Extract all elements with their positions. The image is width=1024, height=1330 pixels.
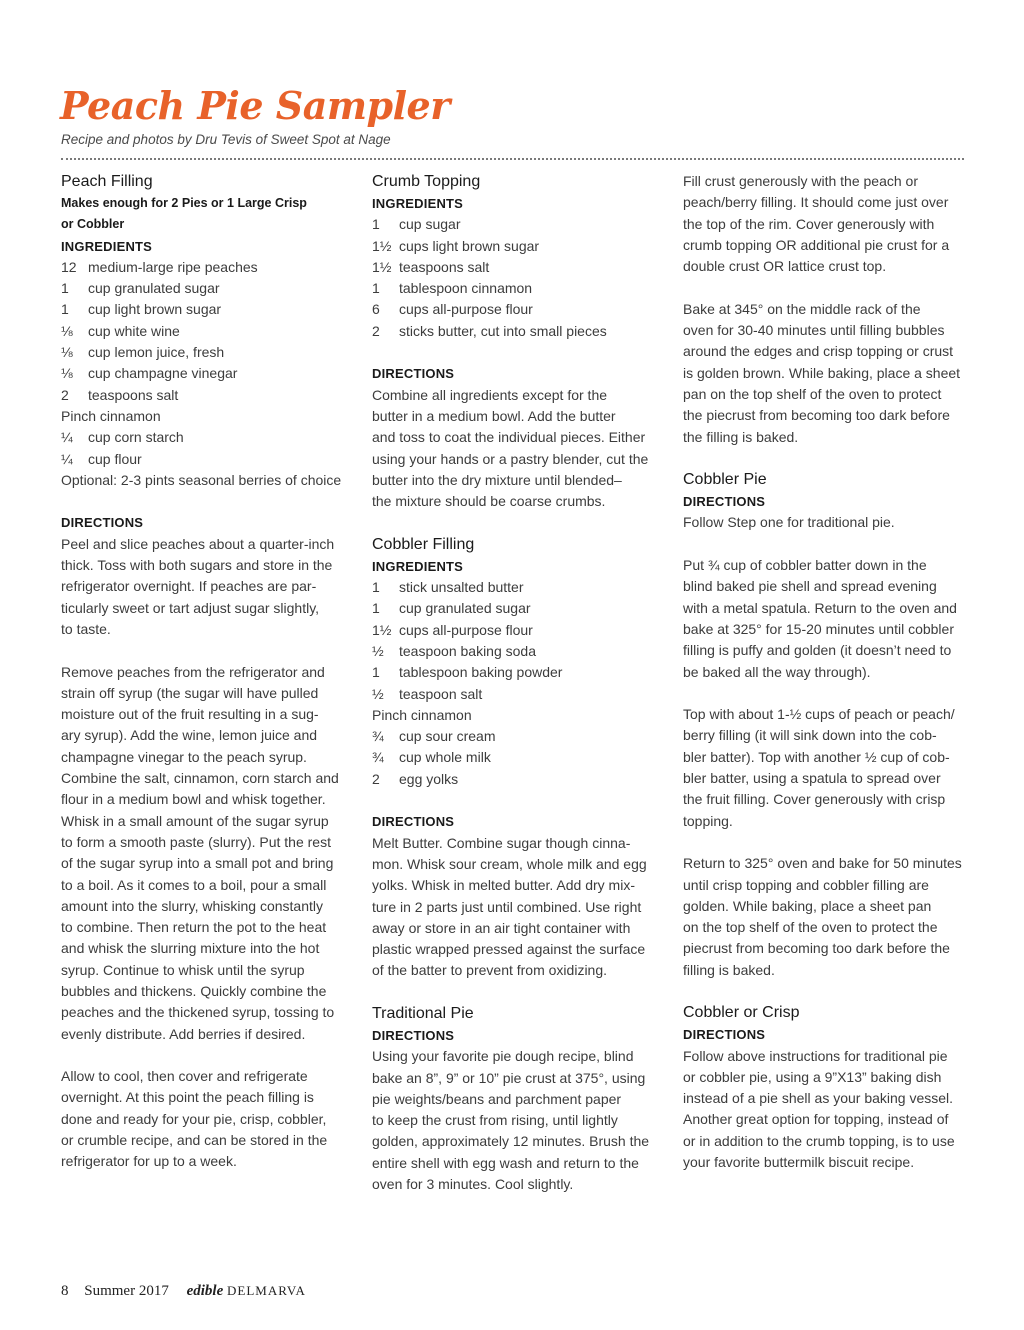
- ingredient-quantity: 1½: [372, 237, 392, 254]
- ingredient-list: [372, 214, 657, 342]
- text-line: Fill crust generously with the peach or: [683, 173, 918, 189]
- text-line: bubbles and thickens. Quickly combine the: [61, 982, 327, 999]
- ingredient-text: cup granulated sugar: [88, 280, 220, 297]
- ingredient-text: cup champagne vinegar: [88, 365, 238, 382]
- text-line: amount into the slurry, whisking constantly: [61, 897, 323, 914]
- text-line: to keep the crust from rising, until lightly: [372, 1112, 618, 1129]
- text-line: to form a smooth paste (slurry). Put the rest: [61, 833, 331, 850]
- ingredient-list-2: [372, 726, 657, 790]
- text-line: crumb topping OR additional pie crust for a: [683, 236, 950, 253]
- text-line: Put ¾ cup of cobbler batter down in the: [683, 557, 927, 574]
- text-line: blind baked pie shell and spread evening: [683, 578, 937, 595]
- text-line: filling is puffy and golden (it doesn’t need to: [683, 642, 952, 659]
- ingredient-item: [372, 620, 657, 641]
- byline: Recipe and photos by Dru Tevis of Sweet Spot at Nage: [61, 132, 391, 147]
- ingredient-item: [61, 278, 346, 299]
- magazine-delmarva: DELMARVA: [227, 1283, 306, 1298]
- page-footer: [61, 1283, 306, 1300]
- ingredient-item: [372, 321, 657, 342]
- ingredient-text: cup flour: [88, 450, 142, 467]
- ingredient-item: [61, 342, 346, 363]
- ingredient-text: cups light brown sugar: [399, 237, 540, 254]
- text-line: the filling is baked.: [683, 428, 799, 445]
- ingredient-quantity: ⅛: [61, 344, 73, 361]
- ingredient-quantity: 2: [61, 386, 69, 403]
- directions-paragraph: [683, 1046, 968, 1174]
- section-heading-cobbler-filling: Cobbler Filling: [372, 535, 475, 553]
- text-line: Combine the salt, cinnamon, corn starch and: [61, 770, 339, 787]
- ingredient-quantity: 1: [372, 600, 380, 617]
- ingredient-quantity: ½: [372, 642, 384, 659]
- ingredient-text: cup granulated sugar: [399, 600, 531, 617]
- text-line: butter into the dry mixture until blended–: [372, 471, 622, 488]
- ingredient-item: [372, 726, 657, 747]
- ingredient-pinch: Pinch cinnamon: [61, 407, 161, 424]
- text-line: butter in a medium bowl. Add the butter: [372, 407, 616, 424]
- ingredient-quantity: 1: [372, 216, 380, 233]
- text-line: around the edges and crisp topping or crust: [683, 343, 954, 360]
- ingredient-text: cup light brown sugar: [88, 301, 222, 318]
- ingredient-item: [61, 321, 346, 342]
- section-heading-crumb-topping: Crumb Topping: [372, 173, 481, 190]
- ingredient-text: cups all-purpose flour: [399, 301, 533, 318]
- directions-label: DIRECTIONS: [372, 1027, 455, 1043]
- ingredient-item: [61, 363, 346, 384]
- text-line: Remove peaches from the refrigerator and: [61, 663, 325, 680]
- ingredient-quantity: 1: [372, 280, 380, 297]
- ingredient-quantity: 2: [372, 322, 380, 339]
- text-line: using your hands or a pastry blender, cut the: [372, 450, 649, 467]
- ingredient-text: cups all-purpose flour: [399, 621, 533, 638]
- ingredient-item: [372, 577, 657, 598]
- text-line: until crisp topping and cobbler filling are: [683, 876, 929, 893]
- ingredient-item: [61, 385, 346, 406]
- ingredient-text: medium-large ripe peaches: [88, 258, 258, 275]
- text-line: Another great option for topping, instead of: [683, 1111, 949, 1128]
- text-line: golden, approximately 12 minutes. Brush the: [372, 1133, 650, 1150]
- text-line: or cobbler pie, using a 9”X13” baking dish: [683, 1068, 942, 1085]
- ingredient-text: cup lemon juice, fresh: [88, 344, 225, 361]
- text-line: golden. While baking, place a sheet pan: [683, 897, 932, 914]
- ingredient-text: teaspoons salt: [399, 258, 490, 275]
- ingredient-text: sticks butter, cut into small pieces: [399, 322, 607, 339]
- text-line: done and ready for your pie, crisp, cobbler,: [61, 1110, 327, 1127]
- text-line: Follow above instructions for traditional pie: [683, 1047, 948, 1064]
- text-line: or crumble recipe, and can be stored in the: [61, 1132, 328, 1149]
- directions-paragraph: [683, 704, 968, 832]
- text-line: instead of a pie shell as your baking vessel.: [683, 1090, 954, 1107]
- text-line: berry filling (it will sink down into the cob-: [683, 727, 937, 744]
- yield-line-2: or Cobbler: [61, 217, 125, 232]
- text-line: the fruit filling. Cover generously with crisp: [683, 791, 946, 808]
- ingredient-text: teaspoon salt: [399, 685, 483, 702]
- ingredient-item: [61, 257, 346, 278]
- ingredient-text: cup whole milk: [399, 749, 491, 766]
- text-line: Top with about 1-½ cups of peach or peach/: [683, 706, 955, 723]
- text-line: pie weights/beans and parchment paper: [372, 1090, 622, 1107]
- ingredient-item: [372, 236, 657, 257]
- magazine-edible: edible: [186, 1283, 224, 1299]
- directions-line: Follow Step one for traditional pie.: [683, 514, 895, 531]
- ingredient-text: cup corn starch: [88, 429, 184, 446]
- text-line: and toss to coat the individual pieces. Either: [372, 429, 646, 446]
- directions-paragraph: [61, 534, 346, 640]
- text-line: oven for 30-40 minutes until filling bubbles: [683, 322, 945, 339]
- text-line: is golden brown. While baking, place a sheet: [683, 364, 961, 381]
- text-line: moisture out of the fruit resulting in a sug-: [61, 706, 319, 723]
- directions-label: DIRECTIONS: [372, 814, 455, 830]
- ingredient-text: tablespoon cinnamon: [399, 280, 533, 297]
- ingredient-list: [372, 577, 657, 705]
- directions-label: DIRECTIONS: [372, 366, 455, 382]
- page-title: Peach Pie Sampler: [60, 83, 450, 128]
- dotted-divider: [61, 158, 964, 160]
- magazine-name: [187, 1283, 306, 1299]
- text-line: piecrust from becoming too dark before the: [683, 940, 950, 957]
- text-line: plastic wrapped pressed against the surface: [372, 941, 646, 958]
- issue-label: Summer 2017: [84, 1283, 169, 1299]
- text-line: yolks. Whisk in melted butter. Add dry mix-: [372, 877, 635, 894]
- text-line: bler batter, using a spatula to spread over: [683, 770, 941, 787]
- text-line: strain off syrup (the sugar will have pulled: [61, 684, 319, 701]
- ingredient-quantity: ¼: [61, 450, 73, 467]
- ingredient-item: [372, 684, 657, 705]
- ingredient-text: cup sour cream: [399, 728, 496, 745]
- directions-paragraph: [372, 385, 657, 513]
- page-number: 8: [61, 1283, 69, 1299]
- directions-paragraph: [372, 833, 657, 982]
- ingredient-quantity: 2: [372, 770, 380, 787]
- ingredient-item: [372, 278, 657, 299]
- text-line: double crust OR lattice crust top.: [683, 258, 887, 275]
- text-line: peach/berry filling. It should come just over: [683, 194, 949, 211]
- column-3: [683, 171, 968, 1173]
- ingredient-optional: Optional: 2-3 pints seasonal berries of choice: [61, 471, 342, 488]
- text-line: pan on the top shelf of the oven to protect: [683, 385, 942, 402]
- directions-label: DIRECTIONS: [683, 1027, 766, 1043]
- ingredient-quantity: 1½: [372, 621, 392, 638]
- text-line: flour in a medium bowl and whisk together.: [61, 791, 326, 808]
- text-line: champagne vinegar to the peach syrup.: [61, 748, 307, 765]
- ingredients-label: INGREDIENTS: [372, 196, 464, 211]
- ingredient-text: teaspoons salt: [88, 386, 179, 403]
- ingredient-item: [372, 641, 657, 662]
- ingredient-text: cup white wine: [88, 322, 180, 339]
- directions-paragraph: [683, 853, 968, 981]
- text-line: bake an 8”, 9” or 10” pie crust at 375°, using: [372, 1069, 646, 1086]
- text-line: of the sugar syrup into a small pot and bring: [61, 855, 334, 872]
- text-line: Return to 325° oven and bake for 50 minutes: [683, 855, 962, 872]
- text-line: Using your favorite pie dough recipe, blind: [372, 1048, 634, 1065]
- ingredient-item: [372, 257, 657, 278]
- ingredient-quantity: ¾: [372, 749, 384, 766]
- text-line: oven for 3 minutes. Cool slightly.: [372, 1176, 574, 1193]
- text-line: topping.: [683, 812, 733, 829]
- ingredient-quantity: 1: [61, 280, 69, 297]
- ingredient-quantity: 1: [61, 301, 69, 318]
- text-line: be baked all the way through).: [683, 663, 871, 680]
- text-line: to a boil. As it comes to a boil, pour a small: [61, 876, 327, 893]
- text-line: peaches and the thickened syrup, tossing to: [61, 1004, 335, 1021]
- ingredient-list-2: [61, 427, 346, 470]
- text-line: the top of the rim. Cover generously with: [683, 215, 935, 232]
- ingredient-item: [372, 598, 657, 619]
- ingredient-item: [372, 747, 657, 768]
- text-line: Peel and slice peaches about a quarter-inch: [61, 535, 335, 552]
- text-line: to combine. Then return the pot to the heat: [61, 919, 327, 936]
- text-line: thick. Toss with both sugars and store in the: [61, 557, 333, 574]
- ingredient-pinch: Pinch cinnamon: [372, 706, 472, 723]
- text-line: ticularly sweet or tart adjust sugar slightly,: [61, 599, 320, 616]
- ingredient-quantity: 1½: [372, 258, 392, 275]
- directions-paragraph: [683, 171, 968, 277]
- ingredient-text: cup sugar: [399, 216, 461, 233]
- text-line: or in addition to the crumb topping, is to use: [683, 1132, 955, 1149]
- text-line: away or store in an air tight container with: [372, 919, 631, 936]
- ingredient-item: [372, 662, 657, 683]
- text-line: entire shell with egg wash and return to the: [372, 1154, 639, 1171]
- text-line: syrup. Continue to whisk until the syrup: [61, 961, 305, 978]
- text-line: refrigerator for up to a week.: [61, 1153, 237, 1170]
- text-line: Allow to cool, then cover and refrigerate: [61, 1068, 308, 1085]
- ingredient-item: [61, 299, 346, 320]
- directions-paragraph: [61, 1066, 346, 1172]
- ingredient-quantity: ½: [372, 685, 384, 702]
- text-line: to taste.: [61, 620, 111, 637]
- section-heading-cobbler-pie: Cobbler Pie: [683, 471, 767, 489]
- text-line: bake at 325° for 15-20 minutes until cobbler: [683, 620, 954, 637]
- directions-paragraph: [683, 555, 968, 683]
- ingredient-item: [372, 299, 657, 320]
- directions-paragraph: [61, 662, 346, 1045]
- directions-label: DIRECTIONS: [61, 515, 144, 531]
- text-line: evenly distribute. Add berries if desired.: [61, 1025, 306, 1042]
- text-line: overnight. At this point the peach filling is: [61, 1089, 314, 1106]
- ingredient-text: stick unsalted butter: [399, 579, 524, 596]
- text-line: the piecrust from becoming too dark before: [683, 407, 950, 424]
- ingredient-quantity: 6: [372, 301, 380, 318]
- ingredient-item: [372, 214, 657, 235]
- text-line: Melt Butter. Combine sugar though cinna-: [372, 834, 631, 851]
- ingredient-text: tablespoon baking powder: [399, 664, 563, 681]
- ingredient-quantity: ¾: [372, 728, 384, 745]
- yield-line-1: Makes enough for 2 Pies or 1 Large Crisp: [61, 196, 307, 210]
- text-line: mon. Whisk sour cream, whole milk and egg: [372, 855, 647, 872]
- text-line: Whisk in a small amount of the sugar syrup: [61, 812, 329, 829]
- ingredient-quantity: 1: [372, 579, 380, 596]
- directions-paragraph: [683, 299, 968, 448]
- text-line: with a metal spatula. Return to the oven and: [683, 599, 957, 616]
- ingredient-quantity: ¼: [61, 429, 73, 446]
- ingredient-quantity: ⅛: [61, 322, 73, 339]
- ingredient-item: [372, 769, 657, 790]
- directions-label: DIRECTIONS: [683, 494, 766, 510]
- column-2: [372, 171, 657, 1195]
- ingredient-list: [61, 257, 346, 406]
- ingredients-label: INGREDIENTS: [372, 558, 464, 574]
- ingredient-quantity: 1: [372, 664, 380, 681]
- text-line: and whisk the slurring mixture into the hot: [61, 940, 320, 957]
- ingredients-label: INGREDIENTS: [61, 238, 153, 254]
- ingredient-text: egg yolks: [399, 770, 459, 787]
- text-line: ture in 2 parts just until combined. Use right: [372, 898, 642, 915]
- section-heading-peach-filling: Peach Filling: [61, 173, 153, 190]
- text-line: ary syrup). Add the wine, lemon juice and: [61, 727, 318, 744]
- ingredient-item: [61, 449, 346, 470]
- section-heading-traditional-pie: Traditional Pie: [372, 1004, 474, 1022]
- text-line: filling is baked.: [683, 961, 775, 978]
- text-line: bler batter). Top with another ½ cup of cob-: [683, 748, 950, 765]
- ingredient-quantity: 12: [61, 258, 77, 275]
- ingredient-quantity: ⅛: [61, 365, 73, 382]
- text-line: refrigerator overnight. If peaches are par-: [61, 578, 317, 595]
- ingredient-text: teaspoon baking soda: [399, 642, 536, 659]
- ingredient-item: [61, 427, 346, 448]
- text-line: Combine all ingredients except for the: [372, 386, 608, 403]
- text-line: of the batter to prevent from oxidizing.: [372, 962, 608, 979]
- text-line: your favorite buttermilk biscuit recipe.: [683, 1154, 915, 1171]
- directions-paragraph: [372, 1046, 657, 1195]
- text-line: on the top shelf of the oven to protect the: [683, 919, 938, 936]
- text-line: the mixture should be coarse crumbs.: [372, 493, 606, 510]
- text-line: Bake at 345° on the middle rack of the: [683, 300, 921, 317]
- column-1: [61, 171, 346, 1173]
- section-heading-cobbler-or-crisp: Cobbler or Crisp: [683, 1004, 800, 1022]
